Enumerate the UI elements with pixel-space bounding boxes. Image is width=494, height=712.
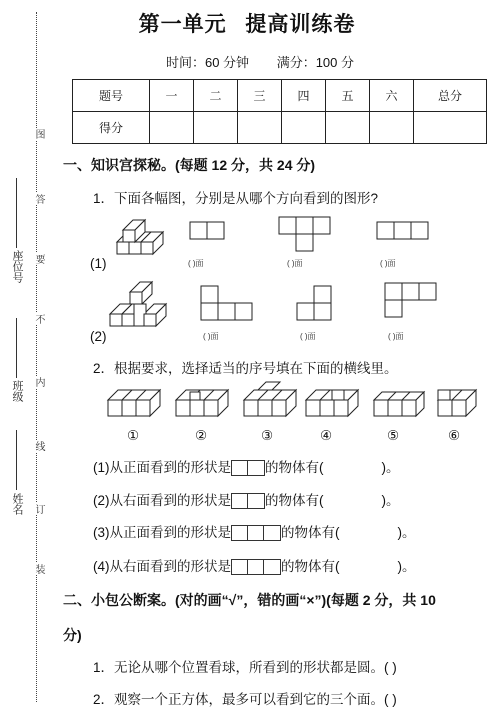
judge-item-2[interactable]: 2．观察一个正方体，最多可以看到它的三个面。( )	[93, 692, 397, 707]
title-name: 提高训练卷	[245, 13, 356, 36]
table-cell: 一	[150, 80, 194, 112]
binding-char: 内	[33, 377, 44, 387]
name-label: 姓名	[11, 493, 23, 515]
answer-slot[interactable]: ( )面	[300, 332, 316, 341]
item-text: )。	[397, 559, 416, 574]
item-text: 的物体有(	[281, 559, 340, 574]
fill-item-1	[93, 456, 400, 476]
fill-item-2	[93, 489, 400, 509]
group-number: ⑥	[448, 428, 461, 443]
table-cell: 三	[238, 80, 282, 112]
cube-figure-1	[108, 218, 168, 254]
answer-slot[interactable]: ( )面	[188, 259, 204, 268]
group-number: ②	[195, 428, 208, 443]
item-text: (4)从右面看到的形状是	[93, 559, 231, 574]
table-cell: 二	[194, 80, 238, 112]
section-2-title-cont: 分)	[63, 627, 82, 643]
row-label-1: (1)	[90, 256, 107, 271]
cube-figure-2	[108, 278, 180, 326]
table-cell: 四	[282, 80, 326, 112]
view-figure-2a	[201, 286, 253, 322]
group-number: ③	[261, 428, 274, 443]
binding-char: 线	[33, 441, 44, 451]
item-text: (3)从正面看到的形状是	[93, 525, 231, 540]
score-input-cell[interactable]	[370, 112, 414, 144]
answer-slot[interactable]: ( )面	[287, 259, 303, 268]
fill-item-3	[93, 521, 416, 541]
seat-fill-line[interactable]	[16, 178, 17, 248]
group-number: ①	[127, 428, 140, 443]
seat-label: 座位号	[11, 250, 23, 283]
class-fill-line[interactable]	[16, 318, 17, 378]
item-text: )。	[397, 525, 416, 540]
group-number: ⑤	[387, 428, 400, 443]
table-row	[73, 112, 487, 144]
cube-group-6	[434, 384, 484, 422]
view-figure-2c	[385, 283, 437, 319]
table-cell: 总分	[414, 80, 487, 112]
cube-group-4	[302, 384, 364, 422]
row-label-2: (2)	[90, 329, 107, 344]
table-cell: 得分	[73, 112, 150, 144]
name-fill-line[interactable]	[16, 430, 17, 490]
view-figure-2b	[297, 286, 333, 322]
shape-icon	[231, 525, 281, 541]
score-input-cell[interactable]	[414, 112, 487, 144]
question-1-1: 1．下面各幅图，分别是从哪个方向看到的图形?	[93, 191, 379, 206]
cube-group-1	[104, 384, 166, 422]
score-input-cell[interactable]	[282, 112, 326, 144]
binding-char: 答	[33, 194, 44, 204]
table-cell: 题号	[73, 80, 150, 112]
item-text: )。	[381, 493, 400, 508]
view-figure-1b	[279, 217, 331, 253]
answer-slot[interactable]: ( )面	[380, 259, 396, 268]
section-2-title: 二、小包公断案。(对的画“√”，错的画“×”)(每题 2 分，共 10	[63, 592, 436, 608]
section-1-title: 一、知识宫探秘。(每题 12 分，共 24 分)	[63, 157, 316, 173]
table-row	[73, 80, 487, 112]
binding-char: 装	[33, 564, 44, 574]
judge-item-1[interactable]: 1．无论从哪个位置看球，所看到的形状都是圆。( )	[93, 660, 397, 675]
shape-icon	[231, 460, 265, 476]
group-number: ④	[320, 428, 333, 443]
table-cell: 六	[370, 80, 414, 112]
view-figure-1c	[377, 222, 429, 240]
table-cell: 五	[326, 80, 370, 112]
item-text: (1)从正面看到的形状是	[93, 460, 231, 475]
time-limit: 时间：60 分钟	[165, 55, 250, 70]
question-1-2: 2．根据要求，选择适当的序号填在下面的横线里。	[93, 361, 398, 376]
binding-char: 图	[33, 129, 44, 139]
binding-char: 要	[33, 254, 44, 264]
shape-icon	[231, 493, 265, 509]
score-table	[72, 79, 487, 144]
answer-slot[interactable]: ( )面	[388, 332, 404, 341]
score-input-cell[interactable]	[238, 112, 282, 144]
page-title	[0, 8, 494, 38]
score-input-cell[interactable]	[150, 112, 194, 144]
item-text: 的物体有(	[265, 460, 324, 475]
item-text: 的物体有(	[265, 493, 324, 508]
score-input-cell[interactable]	[194, 112, 238, 144]
binding-char: 订	[33, 504, 44, 514]
item-text: )。	[381, 460, 400, 475]
score-input-cell[interactable]	[326, 112, 370, 144]
cube-group-2	[172, 384, 234, 422]
binding-char: 不	[33, 314, 44, 324]
shape-icon	[231, 559, 281, 575]
cube-group-3	[240, 382, 302, 422]
cube-group-5	[370, 388, 432, 422]
full-score: 满分：100 分	[276, 55, 354, 70]
title-unit: 第一单元	[138, 13, 227, 36]
item-text: 的物体有(	[281, 525, 340, 540]
binding-dotted-line	[36, 12, 37, 702]
view-figure-1a	[190, 222, 226, 240]
item-text: (2)从右面看到的形状是	[93, 493, 231, 508]
fill-item-4	[93, 555, 416, 575]
class-label: 班级	[11, 380, 23, 402]
answer-slot[interactable]: ( )面	[203, 332, 219, 341]
exam-info	[0, 52, 494, 71]
